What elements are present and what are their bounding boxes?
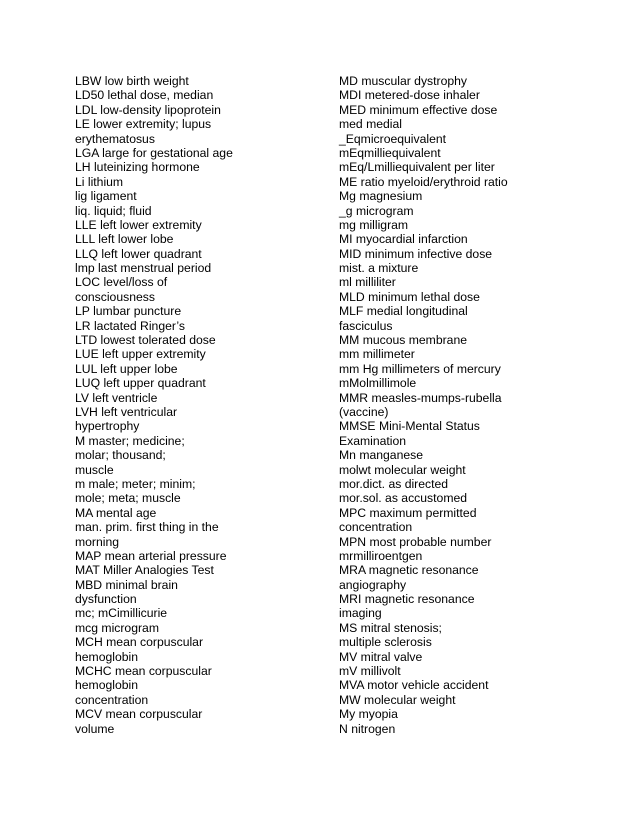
glossary-line: erythematosus (75, 131, 155, 146)
glossary-line: LBW low birth weight (75, 74, 189, 88)
glossary-line: fasciculus (339, 318, 393, 333)
glossary-line: mm Hg millimeters of mercury (339, 361, 501, 376)
glossary-line: imaging (339, 606, 382, 621)
glossary-line: Mg magnesium (339, 189, 423, 204)
glossary-line: mc; mCimillicurie (75, 606, 168, 621)
glossary-line: (vaccine) (339, 404, 389, 419)
glossary-line: MD muscular dystrophy (339, 74, 468, 88)
glossary-line: angiography (339, 577, 407, 592)
glossary-line: mole; meta; muscle (75, 491, 181, 506)
glossary-line: LH luteinizing hormone (75, 160, 200, 175)
glossary-line: hemoglobin (75, 649, 139, 664)
glossary-line: MRI magnetic resonance (339, 592, 475, 607)
glossary-line: MS mitral stenosis; (339, 620, 442, 635)
right-column (339, 74, 629, 736)
glossary-line: mV millivolt (339, 664, 401, 679)
glossary-line: MV mitral valve (339, 649, 423, 664)
glossary-line: LUE left upper extremity (75, 347, 206, 362)
glossary-line: mrmilliroentgen (339, 548, 423, 563)
glossary-line: LE lower extremity; lupus (75, 117, 212, 132)
glossary-line: MCH mean corpuscular (75, 635, 204, 650)
glossary-line: morning (75, 534, 120, 549)
glossary-line: LUL left upper lobe (75, 361, 178, 376)
glossary-line: mcg microgram (75, 620, 159, 635)
glossary-line: Li lithium (75, 174, 124, 189)
glossary-line: MLF medial longitudinal (339, 304, 468, 319)
glossary-line: concentration (339, 520, 413, 535)
glossary-line: MAT Miller Analogies Test (75, 563, 214, 578)
glossary-line: _Eqmicroequivalent (339, 131, 447, 146)
glossary-line: mEq/Lmilliequivalent per liter (339, 160, 495, 175)
glossary-line: dysfunction (75, 592, 137, 607)
glossary-line: molwt molecular weight (339, 462, 466, 477)
glossary-line: mm millimeter (339, 347, 415, 362)
glossary-line: MPC maximum permitted (339, 505, 477, 520)
glossary-line: mEqmilliequivalent (339, 145, 441, 160)
glossary-line: MMSE Mini-Mental Status (339, 419, 480, 434)
glossary-line: ml milliliter (339, 275, 396, 290)
glossary-line: Examination (339, 433, 407, 448)
glossary-line: mist. a mixture (339, 261, 419, 276)
glossary-line: LV left ventricle (75, 390, 158, 405)
glossary-line: MCV mean corpuscular (75, 707, 203, 722)
glossary-line: MDI metered-dose inhaler (339, 88, 480, 103)
glossary-line: molar; thousand; (75, 448, 166, 463)
glossary-line: MW molecular weight (339, 692, 456, 707)
glossary-line: liq. liquid; fluid (75, 203, 152, 218)
glossary-line: multiple sclerosis (339, 635, 432, 650)
glossary-line: MCHC mean corpuscular (75, 664, 212, 679)
glossary-line: mor.sol. as accustomed (339, 491, 468, 506)
glossary-line: mMolmillimole (339, 376, 417, 391)
glossary-line: LLE left lower extremity (75, 217, 202, 232)
glossary-line: MI myocardial infarction (339, 232, 468, 247)
glossary-line: M master; medicine; (75, 433, 185, 448)
glossary-line: lig ligament (75, 189, 137, 204)
glossary-line: MED minimum effective dose (339, 102, 498, 117)
glossary-line: LLL left lower lobe (75, 232, 174, 247)
glossary-line: LD50 lethal dose, median (75, 88, 214, 103)
glossary-line: MVA motor vehicle accident (339, 678, 489, 693)
glossary-line: LDL low-density lipoprotein (75, 102, 221, 117)
glossary-line: mor.dict. as directed (339, 476, 449, 491)
left-column (75, 74, 325, 736)
glossary-line: My myopia (339, 707, 398, 722)
glossary-line: Mn manganese (339, 448, 424, 463)
glossary-line: MMR measles-mumps-rubella (339, 390, 502, 405)
glossary-line: med medial (339, 117, 402, 132)
glossary-line: LR lactated Ringer’s (75, 318, 185, 333)
glossary-line: LP lumbar puncture (75, 304, 182, 319)
glossary-line: concentration (75, 692, 149, 707)
glossary-line: man. prim. first thing in the (75, 520, 219, 535)
glossary-line: MLD minimum lethal dose (339, 289, 480, 304)
glossary-line: volume (75, 721, 115, 736)
glossary-line: MBD minimal brain (75, 577, 178, 592)
glossary-line: lmp last menstrual period (75, 261, 212, 276)
glossary-line: m male; meter; minim; (75, 476, 196, 491)
glossary-line: LLQ left lower quadrant (75, 246, 202, 261)
glossary-line: _g microgram (339, 203, 414, 218)
glossary-line: MPN most probable number (339, 534, 492, 549)
glossary-line: MRA magnetic resonance (339, 563, 479, 578)
glossary-line: LTD lowest tolerated dose (75, 333, 216, 348)
glossary-line: muscle (75, 462, 114, 477)
glossary-line: MID minimum infective dose (339, 246, 493, 261)
glossary-line: LUQ left upper quadrant (75, 376, 206, 391)
glossary-line: hypertrophy (75, 419, 140, 434)
glossary-line: N nitrogen (339, 721, 396, 736)
glossary-line: MA mental age (75, 505, 157, 520)
glossary-line: LGA large for gestational age (75, 145, 233, 160)
glossary-line: mg milligram (339, 217, 409, 232)
glossary-line: ME ratio myeloid/erythroid ratio (339, 174, 508, 189)
glossary-line: consciousness (75, 289, 155, 304)
glossary-line: MM mucous membrane (339, 333, 468, 348)
glossary-line: hemoglobin (75, 678, 139, 693)
glossary-line: LVH left ventricular (75, 404, 178, 419)
glossary-line: LOC level/loss of (75, 275, 168, 290)
glossary-line: MAP mean arterial pressure (75, 548, 227, 563)
